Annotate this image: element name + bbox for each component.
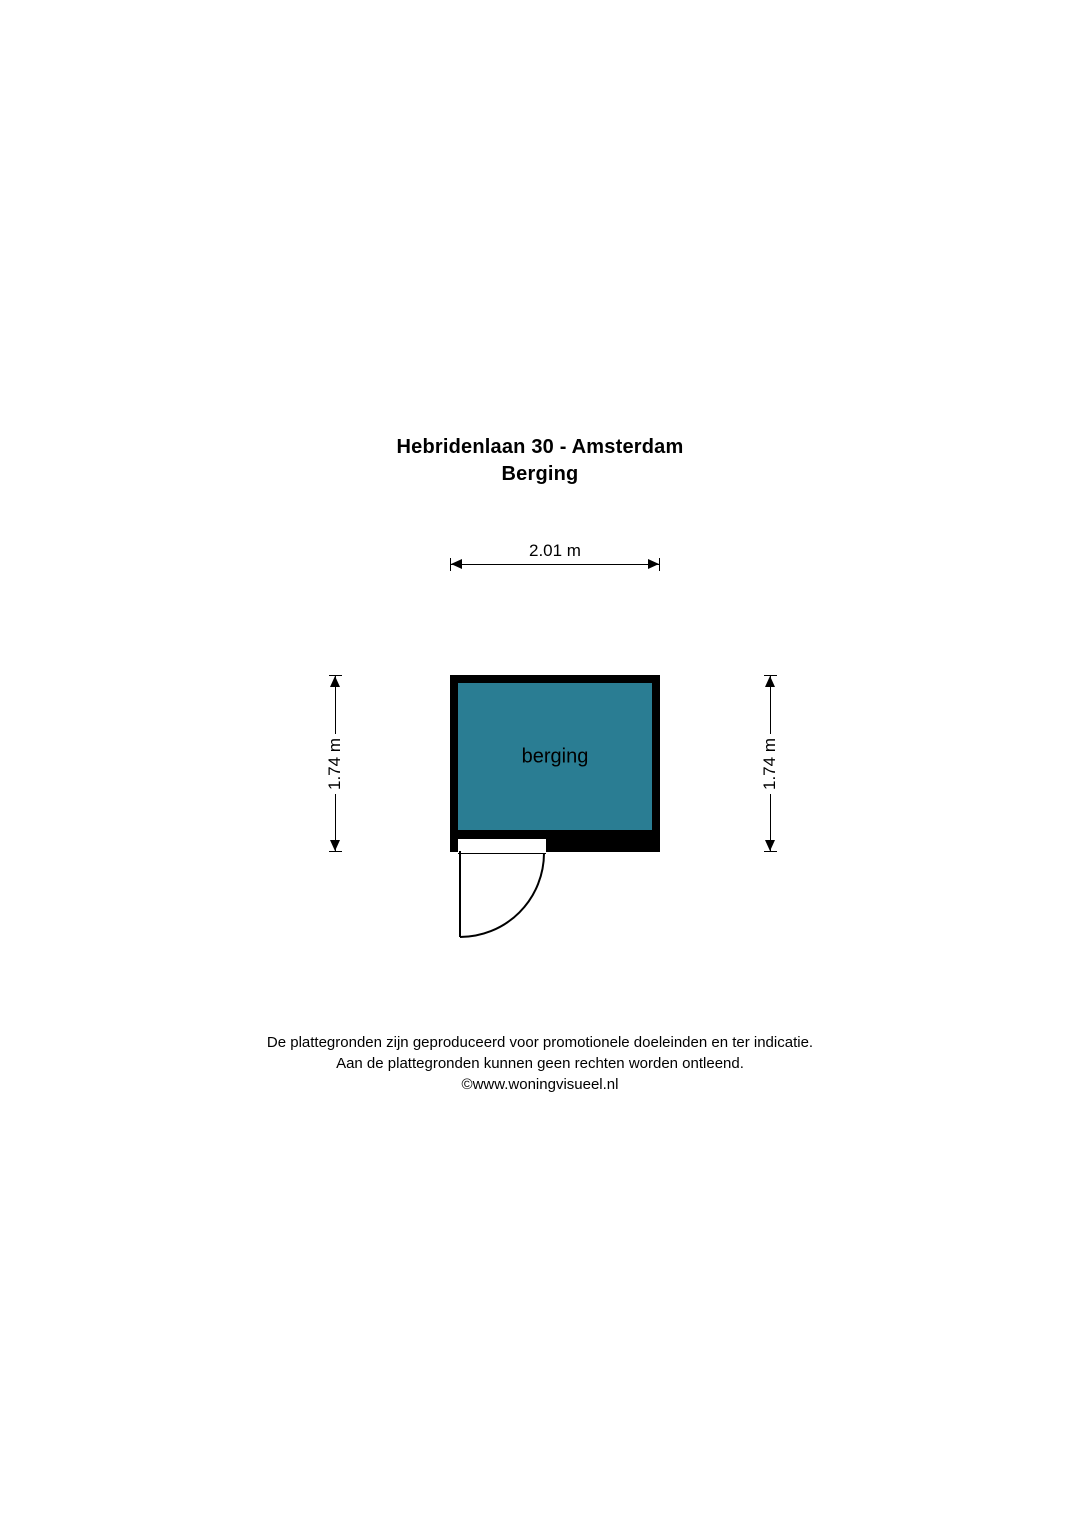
dimension-left-height (320, 675, 350, 852)
door-swing-icon (458, 851, 546, 939)
floor-plan (300, 540, 820, 1000)
page-title (0, 434, 1080, 488)
room-berging (458, 683, 652, 830)
dimension-arrow-left-icon (451, 559, 462, 569)
dimension-right-height (755, 675, 785, 852)
footer-line-2: Aan de plattegronden kunnen geen rechten worden ontleend. (336, 1055, 744, 1072)
room-walls (450, 675, 660, 852)
dimension-arrow-right-icon (648, 559, 659, 569)
dimension-arrow-top-icon (330, 676, 340, 687)
dimension-cap-bottom (764, 851, 777, 852)
footer-disclaimer (0, 1032, 1080, 1095)
dimension-left-label: 1.74 m (323, 734, 347, 794)
dimension-right-label: 1.74 m (758, 734, 782, 794)
dimension-top-width (450, 541, 660, 575)
footer-copyright: ©www.woningvisueel.nl (461, 1076, 619, 1093)
footer-line-1: De plattegronden zijn geproduceerd voor promotionele doeleinden en ter indicatie. (266, 1034, 814, 1051)
dimension-arrow-bottom-icon (330, 840, 340, 851)
dimension-arrow-bottom-icon (765, 840, 775, 851)
dimension-cap-bottom (329, 851, 342, 852)
dimension-arrow-top-icon (765, 676, 775, 687)
room-label: berging (521, 745, 589, 767)
title-floor: Berging (501, 463, 579, 485)
dimension-cap-right (659, 558, 660, 571)
dimension-top-label: 2.01 m (515, 541, 595, 561)
title-address: Hebridenlaan 30 - Amsterdam (396, 436, 684, 458)
dimension-line (450, 564, 660, 565)
